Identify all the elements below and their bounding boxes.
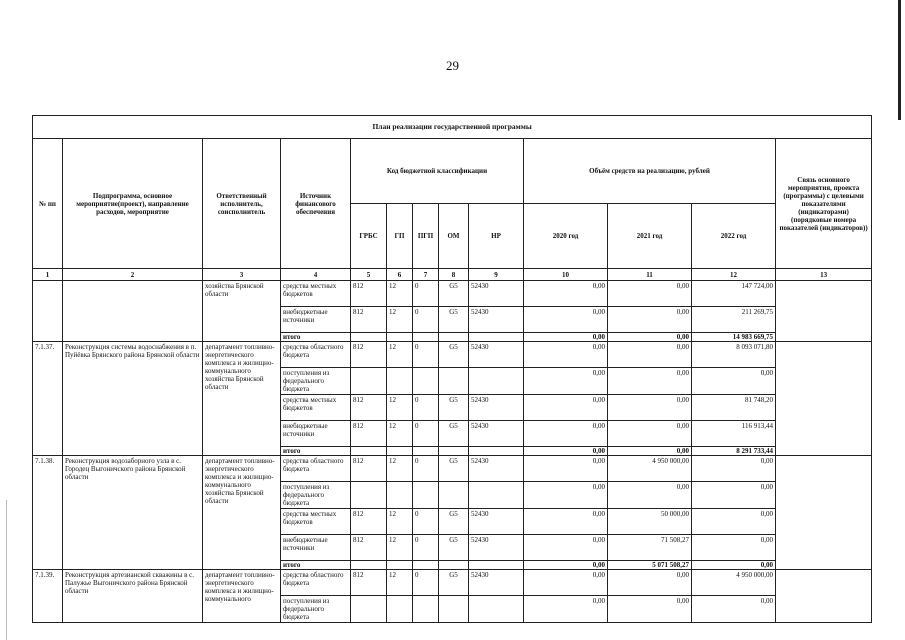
amount-2022: 0,00 xyxy=(692,561,776,570)
om-code xyxy=(439,482,469,509)
amount-2020: 0,00 xyxy=(524,570,608,596)
header-responsible: Ответственный исполнитель, соисполнитель xyxy=(203,139,281,269)
program-plan-table xyxy=(32,115,872,623)
amount-2022: 147 724,00 xyxy=(692,281,776,307)
amount-2020: 0,00 xyxy=(524,421,608,447)
amount-2021: 0,00 xyxy=(608,342,692,368)
funding-source: средства областного бюджета xyxy=(281,456,351,482)
pgp-code: 0 xyxy=(413,535,439,561)
np-code: 52430 xyxy=(469,570,524,596)
amount-2020: 0,00 xyxy=(524,456,608,482)
header-source: Источник финансового обеспечения xyxy=(281,139,351,269)
gp-code: 12 xyxy=(387,307,413,333)
funding-source: поступления из федерального бюджета xyxy=(281,368,351,395)
np-code: 52430 xyxy=(469,281,524,307)
amount-2022: 0,00 xyxy=(692,368,776,395)
np-code: 52430 xyxy=(469,307,524,333)
amount-2020: 0,00 xyxy=(524,342,608,368)
item-number: 7.1.37. xyxy=(33,342,63,456)
amount-2020: 0,00 xyxy=(524,509,608,535)
funding-source: средства местных бюджетов xyxy=(281,395,351,421)
grbs-code: 812 xyxy=(351,342,387,368)
column-number: 9 xyxy=(469,269,524,281)
om-code: G5 xyxy=(439,395,469,421)
np-code xyxy=(469,447,524,456)
indicator-link xyxy=(776,342,872,456)
column-number: 1 xyxy=(33,269,63,281)
funding-source: средства местных бюджетов xyxy=(281,509,351,535)
amount-2021: 5 071 508,27 xyxy=(608,561,692,570)
grbs-code xyxy=(351,561,387,570)
header-num: № пп xyxy=(33,139,63,269)
amount-2022: 81 748,20 xyxy=(692,395,776,421)
om-code: G5 xyxy=(439,456,469,482)
pgp-code: 0 xyxy=(413,456,439,482)
amount-2022: 0,00 xyxy=(692,482,776,509)
column-number: 10 xyxy=(524,269,608,281)
np-code xyxy=(469,333,524,342)
funding-source: средства местных бюджетов xyxy=(281,281,351,307)
column-number: 6 xyxy=(387,269,413,281)
amount-2020: 0,00 xyxy=(524,596,608,623)
amount-2020: 0,00 xyxy=(524,333,608,342)
om-code: G5 xyxy=(439,570,469,596)
gp-code xyxy=(387,447,413,456)
om-code xyxy=(439,333,469,342)
gp-code xyxy=(387,596,413,623)
item-name: Реконструкция водозаборного узла в с. Городец Выгоничского района Брянской области xyxy=(63,456,203,570)
funding-source: средства областного бюджета xyxy=(281,342,351,368)
om-code: G5 xyxy=(439,509,469,535)
pgp-code: 0 xyxy=(413,570,439,596)
header-2021: 2021 год xyxy=(608,204,692,269)
amount-2021: 0,00 xyxy=(608,368,692,395)
pgp-code: 0 xyxy=(413,342,439,368)
header-volume: Объём средств на реализацию, рублей xyxy=(524,139,776,204)
grbs-code: 812 xyxy=(351,570,387,596)
pgp-code xyxy=(413,333,439,342)
column-number: 2 xyxy=(63,269,203,281)
plan-table-body xyxy=(33,281,872,623)
om-code xyxy=(439,596,469,623)
gp-code xyxy=(387,368,413,395)
gp-code: 12 xyxy=(387,395,413,421)
amount-2021: 0,00 xyxy=(608,570,692,596)
pgp-code xyxy=(413,482,439,509)
amount-2022: 211 269,75 xyxy=(692,307,776,333)
header-2022: 2022 год xyxy=(692,204,776,269)
header-2020: 2020 год xyxy=(524,204,608,269)
amount-2022: 4 950 000,00 xyxy=(692,570,776,596)
amount-2021: 0,00 xyxy=(608,395,692,421)
grbs-code: 812 xyxy=(351,456,387,482)
gp-code: 12 xyxy=(387,456,413,482)
amount-2021: 0,00 xyxy=(608,447,692,456)
header-np: НР xyxy=(469,204,524,269)
amount-2021: 0,00 xyxy=(608,281,692,307)
grbs-code xyxy=(351,333,387,342)
gp-code: 12 xyxy=(387,342,413,368)
amount-2021: 4 950 000,00 xyxy=(608,456,692,482)
funding-source: поступления из федерального бюджета xyxy=(281,596,351,623)
amount-2020: 0,00 xyxy=(524,447,608,456)
funding-source: внебюджетные источники xyxy=(281,535,351,561)
gp-code: 12 xyxy=(387,570,413,596)
np-code: 52430 xyxy=(469,509,524,535)
grbs-code: 812 xyxy=(351,281,387,307)
pgp-code xyxy=(413,368,439,395)
gp-code xyxy=(387,482,413,509)
item-number: 7.1.38. xyxy=(33,456,63,570)
pgp-code: 0 xyxy=(413,307,439,333)
item-name: Реконструкция системы водоснабжения в п. Пуйёвка Брянского района Брянской области xyxy=(63,342,203,456)
header-link: Связь основного мероприятия, проекта (программы) с целевыми показателями (индикаторами) (порядковые номера показателей (индикаторов)) xyxy=(776,139,872,269)
table-row xyxy=(33,281,872,307)
indicator-link xyxy=(776,570,872,623)
funding-source: внебюджетные источники xyxy=(281,307,351,333)
indicator-link xyxy=(776,281,872,342)
om-code xyxy=(439,561,469,570)
column-number: 7 xyxy=(413,269,439,281)
amount-2020: 0,00 xyxy=(524,368,608,395)
item-responsible: департамент топливно-энергетического комплекса и жилищно-коммунального хозяйства Брянской области xyxy=(203,342,281,456)
funding-source: итого xyxy=(281,333,351,342)
amount-2021: 71 508,27 xyxy=(608,535,692,561)
header-subprogram: Подпрограмма, основное мероприятие(проект), направление расходов, мероприятие xyxy=(63,139,203,269)
column-number: 5 xyxy=(351,269,387,281)
column-number: 4 xyxy=(281,269,351,281)
pgp-code: 0 xyxy=(413,421,439,447)
header-budget-code: Код бюджетной классификации xyxy=(351,139,524,204)
funding-source: поступления из федерального бюджета xyxy=(281,482,351,509)
amount-2022: 14 983 669,75 xyxy=(692,333,776,342)
header-om: ОМ xyxy=(439,204,469,269)
gp-code: 12 xyxy=(387,421,413,447)
pgp-code xyxy=(413,596,439,623)
funding-source: итого xyxy=(281,447,351,456)
item-name: Реконструкция артезианской скважины в с. Палужье Выгоничского района Брянской области xyxy=(63,570,203,623)
np-code: 52430 xyxy=(469,421,524,447)
column-number: 3 xyxy=(203,269,281,281)
om-code xyxy=(439,447,469,456)
column-number: 12 xyxy=(692,269,776,281)
np-code xyxy=(469,368,524,395)
amount-2020: 0,00 xyxy=(524,561,608,570)
amount-2021: 0,00 xyxy=(608,307,692,333)
grbs-code xyxy=(351,596,387,623)
amount-2022: 0,00 xyxy=(692,596,776,623)
grbs-code xyxy=(351,447,387,456)
amount-2021: 0,00 xyxy=(608,333,692,342)
amount-2020: 0,00 xyxy=(524,307,608,333)
amount-2022: 8 291 733,44 xyxy=(692,447,776,456)
grbs-code: 812 xyxy=(351,421,387,447)
np-code xyxy=(469,561,524,570)
amount-2020: 0,00 xyxy=(524,482,608,509)
page-number: 29 xyxy=(446,58,459,73)
grbs-code xyxy=(351,368,387,395)
column-number-row xyxy=(33,269,872,281)
header-pgp: ПГП xyxy=(413,204,439,269)
amount-2022: 0,00 xyxy=(692,509,776,535)
item-number: 7.1.39. xyxy=(33,570,63,623)
grbs-code: 812 xyxy=(351,535,387,561)
item-responsible: департамент топливно-энергетического комплекса и жилищно-коммунального xyxy=(203,570,281,623)
pgp-code: 0 xyxy=(413,509,439,535)
amount-2020: 0,00 xyxy=(524,281,608,307)
pgp-code: 0 xyxy=(413,281,439,307)
item-name xyxy=(63,281,203,342)
amount-2021: 0,00 xyxy=(608,596,692,623)
om-code: G5 xyxy=(439,307,469,333)
pgp-code xyxy=(413,561,439,570)
np-code: 52430 xyxy=(469,535,524,561)
amount-2020: 0,00 xyxy=(524,535,608,561)
grbs-code: 812 xyxy=(351,509,387,535)
om-code: G5 xyxy=(439,281,469,307)
amount-2021: 0,00 xyxy=(608,421,692,447)
om-code: G5 xyxy=(439,342,469,368)
funding-source: итого xyxy=(281,561,351,570)
amount-2021: 50 000,00 xyxy=(608,509,692,535)
grbs-code xyxy=(351,482,387,509)
table-row xyxy=(33,342,872,368)
column-number: 11 xyxy=(608,269,692,281)
amount-2020: 0,00 xyxy=(524,395,608,421)
funding-source: внебюджетные источники xyxy=(281,421,351,447)
table-title: План реализации государственной программы xyxy=(33,116,872,139)
gp-code: 12 xyxy=(387,281,413,307)
indicator-link xyxy=(776,456,872,570)
header-grbs: ГРБС xyxy=(351,204,387,269)
scan-margin-line xyxy=(6,500,7,640)
amount-2022: 116 913,44 xyxy=(692,421,776,447)
item-responsible: департамент топливно-энергетического комплекса и жилищно-коммунального хозяйства Брянской области xyxy=(203,456,281,570)
scan-edge-mark xyxy=(898,0,901,120)
np-code: 52430 xyxy=(469,342,524,368)
np-code xyxy=(469,596,524,623)
amount-2021: 0,00 xyxy=(608,482,692,509)
amount-2022: 8 093 071,80 xyxy=(692,342,776,368)
np-code: 52430 xyxy=(469,395,524,421)
grbs-code: 812 xyxy=(351,307,387,333)
column-number: 13 xyxy=(776,269,872,281)
np-code: 52430 xyxy=(469,456,524,482)
table-row xyxy=(33,570,872,596)
gp-code xyxy=(387,561,413,570)
table-row xyxy=(33,456,872,482)
item-responsible: хозяйства Брянской области xyxy=(203,281,281,342)
pgp-code: 0 xyxy=(413,395,439,421)
om-code xyxy=(439,368,469,395)
column-number: 8 xyxy=(439,269,469,281)
item-number xyxy=(33,281,63,342)
amount-2022: 0,00 xyxy=(692,535,776,561)
amount-2022: 0,00 xyxy=(692,456,776,482)
np-code xyxy=(469,482,524,509)
gp-code: 12 xyxy=(387,535,413,561)
pgp-code xyxy=(413,447,439,456)
grbs-code: 812 xyxy=(351,395,387,421)
gp-code: 12 xyxy=(387,509,413,535)
om-code: G5 xyxy=(439,421,469,447)
header-gp: ГП xyxy=(387,204,413,269)
om-code: G5 xyxy=(439,535,469,561)
gp-code xyxy=(387,333,413,342)
funding-source: средства областного бюджета xyxy=(281,570,351,596)
